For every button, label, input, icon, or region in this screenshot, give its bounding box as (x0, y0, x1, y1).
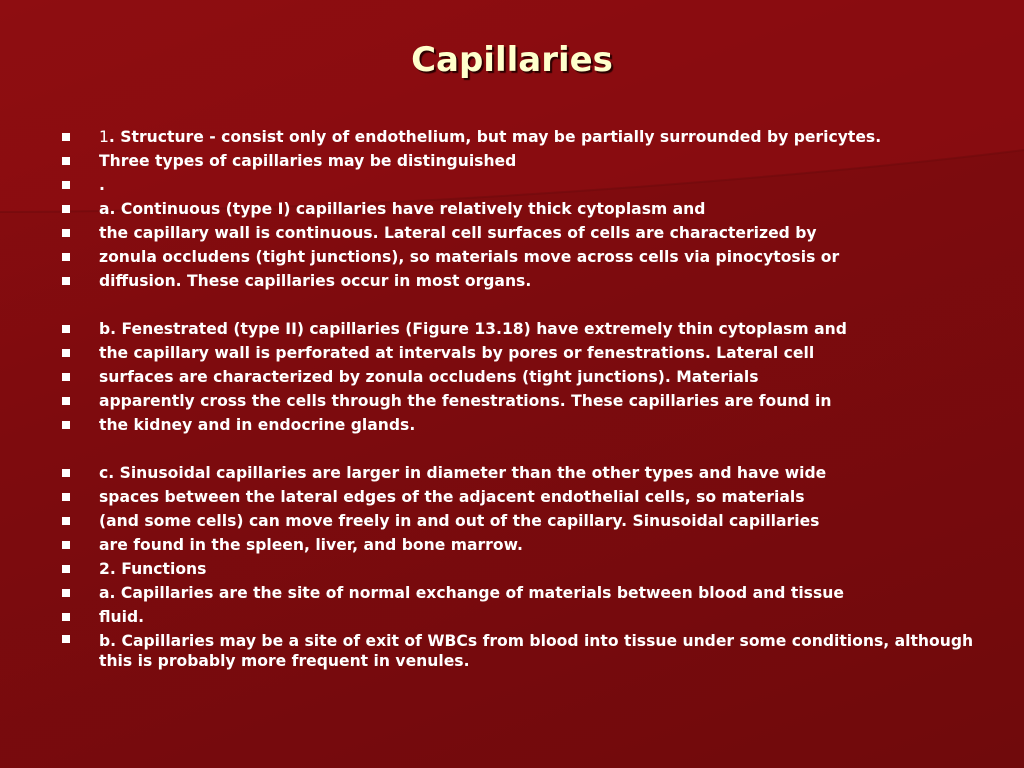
spacer (62, 437, 1007, 461)
slide-title: Capillaries (411, 40, 613, 80)
bullet-item (62, 509, 1007, 533)
bullet-text: a. Continuous (type I) capillaries have relatively thick cytoplasm and (99, 200, 706, 218)
bullet-item (62, 533, 1007, 557)
bullet-text: Three types of capillaries may be distinguished (99, 152, 517, 170)
bullet-text: b. Capillaries may be a site of exit of WBCs from blood into tissue under some conditions, although this is probably more frequent in venules. (99, 632, 974, 670)
square-bullet-icon (62, 325, 70, 333)
bullet-text: the capillary wall is continuous. Lateral cell surfaces of cells are characterized by (99, 224, 817, 242)
bullet-item (62, 389, 1007, 413)
bullet-text: c. Sinusoidal capillaries are larger in diameter than the other types and have wide (99, 464, 827, 482)
bullet-item (62, 581, 1007, 605)
bullet-text: the capillary wall is perforated at intervals by pores or fenestrations. Lateral cell (99, 344, 815, 362)
bullet-item (62, 173, 1007, 197)
bullet-item (62, 125, 1007, 149)
bullet-text: 2. Functions (99, 560, 207, 578)
square-bullet-icon (62, 349, 70, 357)
square-bullet-icon (62, 613, 70, 621)
spacer (62, 293, 1007, 317)
square-bullet-icon (62, 635, 70, 643)
bullet-text: diffusion. These capillaries occur in most organs. (99, 272, 532, 290)
bullet-text: apparently cross the cells through the fenestrations. These capillaries are found in (99, 392, 832, 410)
bullet-item (62, 197, 1007, 221)
bullet-number: 1 (99, 128, 109, 146)
bullet-text: . (99, 176, 105, 194)
square-bullet-icon (62, 205, 70, 213)
bullet-text: surfaces are characterized by zonula occludens (tight junctions). Materials (99, 368, 759, 386)
bullet-text: spaces between the lateral edges of the adjacent endothelial cells, so materials (99, 488, 805, 506)
bullet-text: (and some cells) can move freely in and out of the capillary. Sinusoidal capillaries (99, 512, 820, 530)
bullet-text: the kidney and in endocrine glands. (99, 416, 416, 434)
bullet-item (62, 341, 1007, 365)
square-bullet-icon (62, 565, 70, 573)
bullet-item (62, 461, 1007, 485)
bullet-item (62, 269, 1007, 293)
bullet-item (62, 149, 1007, 173)
square-bullet-icon (62, 589, 70, 597)
bullet-list (62, 125, 1007, 671)
square-bullet-icon (62, 397, 70, 405)
bullet-text: . Structure - consist only of endothelium, but may be partially surrounded by pericytes. (108, 128, 882, 146)
square-bullet-icon (62, 253, 70, 261)
bullet-item (62, 605, 1007, 629)
bullet-item (62, 485, 1007, 509)
square-bullet-icon (62, 493, 70, 501)
square-bullet-icon (62, 469, 70, 477)
square-bullet-icon (62, 229, 70, 237)
square-bullet-icon (62, 133, 70, 141)
bullet-item (62, 221, 1007, 245)
bullet-text: fluid. (99, 608, 145, 626)
bullet-text: zonula occludens (tight junctions), so materials move across cells via pinocytosis or (99, 248, 840, 266)
square-bullet-icon (62, 157, 70, 165)
bullet-item (62, 365, 1007, 389)
bullet-text: a. Capillaries are the site of normal exchange of materials between blood and tissue (99, 584, 844, 602)
square-bullet-icon (62, 517, 70, 525)
square-bullet-icon (62, 373, 70, 381)
bullet-text: are found in the spleen, liver, and bone marrow. (99, 536, 523, 554)
bullet-item (62, 245, 1007, 269)
bullet-item (62, 557, 1007, 581)
bullet-item (62, 629, 1007, 671)
bullet-item (62, 413, 1007, 437)
bullet-text: b. Fenestrated (type II) capillaries (Figure 13.18) have extremely thin cytoplasm and (99, 320, 847, 338)
square-bullet-icon (62, 277, 70, 285)
square-bullet-icon (62, 421, 70, 429)
bullet-item (62, 317, 1007, 341)
square-bullet-icon (62, 181, 70, 189)
square-bullet-icon (62, 541, 70, 549)
